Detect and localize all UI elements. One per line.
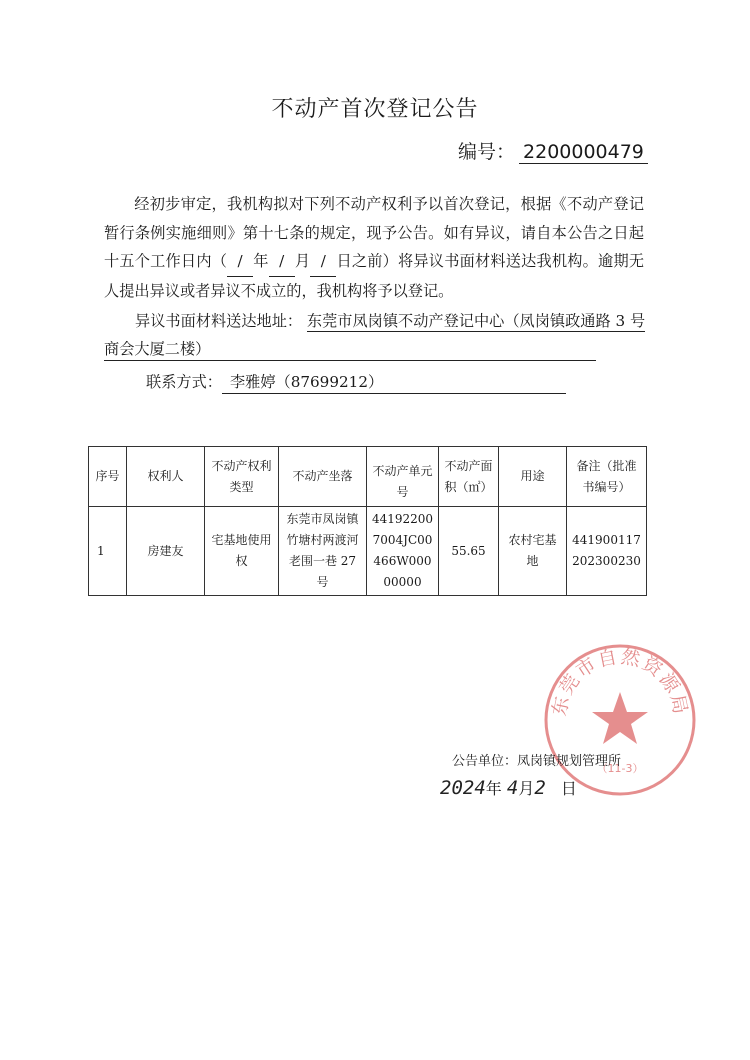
date-day: 2 [534, 777, 546, 799]
cell-area: 55.65 [439, 507, 499, 596]
document-number-value: 2200000479 [519, 141, 648, 164]
header-remark: 备注（批准书编号） [567, 447, 647, 507]
blank-year: / [227, 247, 253, 277]
notice-unit [452, 750, 621, 769]
header-area: 不动产面积（㎡） [439, 447, 499, 507]
date-day-char: 日 [560, 779, 577, 798]
seal-text: 东莞市自然资源局 [548, 645, 692, 718]
objection-address [135, 310, 645, 331]
header-right-type: 不动产权利类型 [205, 447, 279, 507]
document-number-label: 编号： [458, 141, 516, 163]
header-seq: 序号 [89, 447, 127, 507]
cell-right-type: 宅基地使用权 [205, 507, 279, 596]
body-text-2: 日之前）将异议书面材料送达我机构。逾期无人提出异议或者异议不成立的，我机构将予以登记。 [104, 252, 645, 300]
cell-location: 东莞市凤岗镇竹塘村两渡河老围一巷 27 号 [279, 507, 367, 596]
header-location: 不动产坐落 [279, 447, 367, 507]
address-line-2: 商会大厦二楼） [104, 338, 596, 361]
blank-day: / [310, 247, 336, 277]
blank-month: / [269, 247, 295, 277]
date-month: 4 [506, 777, 519, 799]
notice-unit-value: 凤岗镇规划管理所 [517, 754, 622, 769]
objection-address-cont [104, 338, 596, 361]
address-line-1: 东莞市凤岗镇不动产登记中心（凤岗镇政通路 3 号 [306, 312, 646, 330]
date-year: 2024 [440, 777, 486, 799]
seal-subtext: （11-3） [596, 762, 644, 775]
notice-title: 不动产首次登记公告 [271, 97, 479, 122]
year-char: 年 [253, 252, 269, 270]
table-row [89, 507, 647, 596]
notice-unit-label: 公告单位： [452, 754, 518, 769]
signing-date [440, 776, 577, 799]
date-year-char: 年 [485, 779, 502, 798]
notice-body [104, 190, 644, 305]
cell-remark: 441900117202300230 [567, 507, 647, 596]
body-text-1: 经初步审定，我机构拟对下列不动产权利予以首次登记，根据《不动产登记暂行条例实施细则》第十七条的规定，现予公告。如有异议，请自本公告之日起十五个工作日内（ [104, 195, 644, 270]
cell-owner: 房建友 [127, 507, 205, 596]
header-unit-no: 不动产单元号 [367, 447, 439, 507]
header-usage: 用途 [499, 447, 567, 507]
table-header-row [89, 447, 647, 507]
date-month-char: 月 [518, 779, 535, 798]
cell-unit-no: 441922007004JC00466W00000000 [367, 507, 439, 596]
month-char: 月 [294, 252, 311, 270]
contact-info [146, 371, 566, 394]
document-number [458, 137, 648, 164]
registration-table [88, 446, 647, 596]
contact-value: 李雅婷（87699212） [222, 371, 566, 394]
address-label: 异议书面材料送达地址： [135, 312, 303, 330]
header-owner: 权利人 [127, 447, 205, 507]
cell-seq: 1 [89, 507, 127, 596]
cell-usage: 农村宅基地 [499, 507, 567, 596]
contact-label: 联系方式： [146, 373, 222, 391]
